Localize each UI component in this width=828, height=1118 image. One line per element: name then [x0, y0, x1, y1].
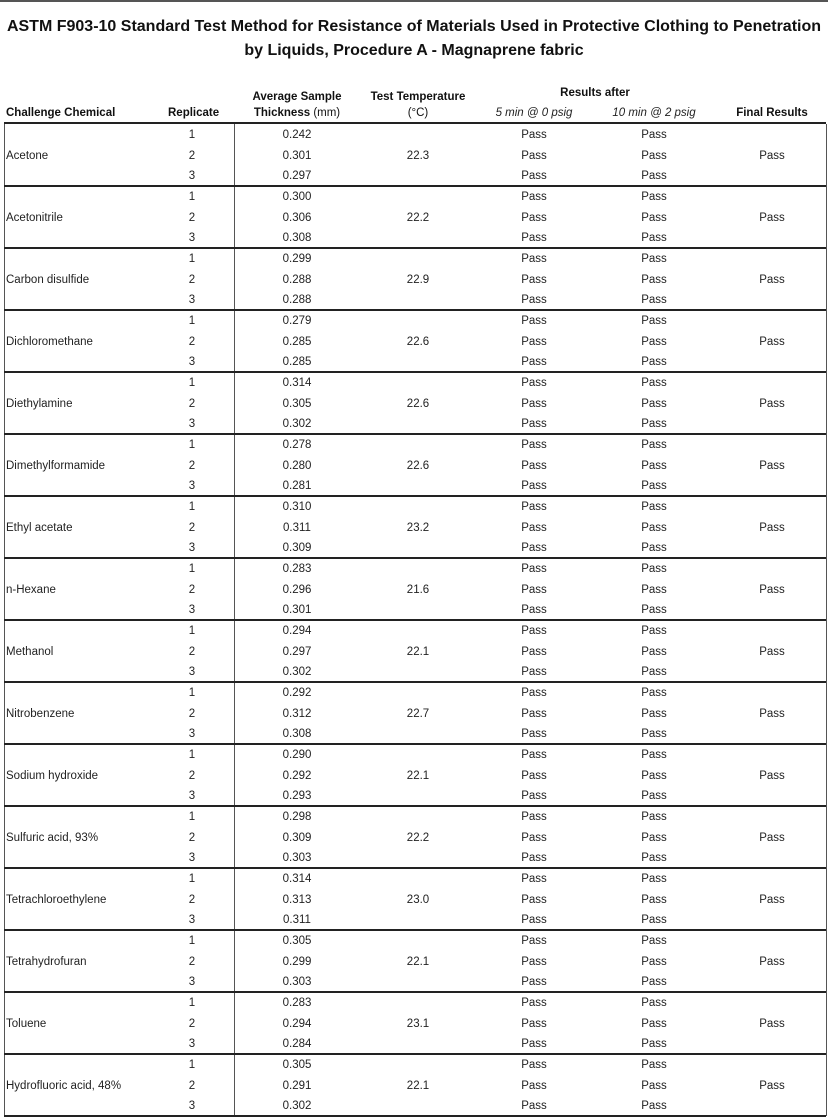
chemical-name: n-Hexane: [6, 583, 56, 596]
chemical-name: Hydrofluoric acid, 48%: [6, 1079, 122, 1092]
replicate-number: 1: [188, 563, 196, 576]
result-10min: Pass: [641, 831, 667, 844]
result-10min: Pass: [641, 356, 667, 369]
sample-thickness: 0.313: [282, 893, 312, 906]
sample-thickness: 0.288: [282, 294, 312, 307]
result-10min: Pass: [641, 191, 667, 204]
result-5min: Pass: [521, 769, 547, 782]
sample-thickness: 0.302: [282, 666, 312, 679]
final-result: Pass: [759, 893, 785, 906]
sample-thickness: 0.308: [282, 728, 312, 741]
result-5min: Pass: [521, 893, 547, 906]
result-5min: Pass: [521, 666, 547, 679]
replicate-number: 1: [188, 129, 196, 142]
sample-thickness: 0.298: [282, 811, 312, 824]
final-result: Pass: [759, 521, 785, 534]
header-temperature-line1: Test Temperature: [370, 91, 466, 103]
sample-thickness: 0.284: [282, 1038, 312, 1051]
replicate-number: 1: [188, 315, 196, 328]
result-5min: Pass: [521, 645, 547, 658]
result-10min: Pass: [641, 459, 667, 472]
result-5min: Pass: [521, 728, 547, 741]
sample-thickness: 0.310: [282, 501, 312, 514]
sample-thickness: 0.309: [282, 831, 312, 844]
chemical-name: Nitrobenzene: [6, 707, 75, 720]
replicate-number: 2: [188, 769, 196, 782]
sample-thickness: 0.311: [283, 914, 311, 927]
result-5min: Pass: [521, 480, 547, 493]
test-temperature: 22.1: [406, 769, 430, 782]
result-10min: Pass: [641, 232, 667, 245]
result-5min: Pass: [521, 459, 547, 472]
final-result: Pass: [759, 769, 785, 782]
result-5min: Pass: [521, 335, 547, 348]
test-temperature: 23.2: [406, 521, 430, 534]
replicate-number: 3: [188, 852, 196, 865]
replicate-number: 2: [188, 273, 196, 286]
replicate-number: 3: [188, 232, 196, 245]
chemical-name: Tetrachloroethylene: [6, 893, 107, 906]
replicate-number: 1: [188, 997, 196, 1010]
replicate-number: 2: [188, 893, 196, 906]
result-10min: Pass: [641, 542, 667, 555]
result-10min: Pass: [641, 873, 667, 886]
header-thickness-unit: (mm): [313, 107, 341, 119]
result-10min: Pass: [641, 1017, 667, 1030]
result-5min: Pass: [521, 232, 547, 245]
row-group-rule: [4, 867, 826, 869]
sample-thickness: 0.297: [282, 170, 312, 183]
sample-thickness: 0.279: [282, 315, 312, 328]
header-temperature-unit: (°C): [407, 107, 429, 119]
row-group-rule: [4, 433, 826, 435]
right-border: [826, 124, 827, 1116]
sample-thickness: 0.311: [283, 521, 311, 534]
chemical-name: Diethylamine: [6, 397, 73, 410]
replicate-number: 1: [188, 935, 196, 948]
header-thickness-line2: [245, 107, 349, 119]
result-5min: Pass: [521, 1100, 547, 1113]
replicate-number: 2: [188, 459, 196, 472]
result-5min: Pass: [521, 583, 547, 596]
sample-thickness: 0.285: [282, 335, 312, 348]
replicate-number: 2: [188, 645, 196, 658]
replicate-number: 2: [188, 831, 196, 844]
replicate-number: 3: [188, 1100, 196, 1113]
replicate-number: 1: [188, 625, 196, 638]
sample-thickness: 0.299: [282, 253, 312, 266]
test-temperature: 22.2: [406, 831, 430, 844]
sample-thickness: 0.314: [282, 873, 312, 886]
result-10min: Pass: [641, 170, 667, 183]
result-10min: Pass: [641, 149, 667, 162]
replicate-number: 1: [188, 377, 196, 390]
result-5min: Pass: [521, 521, 547, 534]
replicate-number: 2: [188, 707, 196, 720]
result-10min: Pass: [641, 418, 667, 431]
result-5min: Pass: [521, 955, 547, 968]
sample-thickness: 0.291: [282, 1079, 312, 1092]
sample-thickness: 0.288: [282, 273, 312, 286]
result-5min: Pass: [521, 811, 547, 824]
result-5min: Pass: [521, 149, 547, 162]
row-group-rule: [4, 681, 826, 683]
result-5min: Pass: [521, 976, 547, 989]
sample-thickness: 0.242: [282, 129, 312, 142]
replicate-number: 1: [188, 501, 196, 514]
result-10min: Pass: [641, 335, 667, 348]
replicate-number: 2: [188, 583, 196, 596]
sample-thickness: 0.283: [282, 563, 312, 576]
sample-thickness: 0.303: [282, 976, 312, 989]
row-group-rule: [4, 929, 826, 931]
result-10min: Pass: [641, 377, 667, 390]
replicate-number: 3: [188, 170, 196, 183]
sample-thickness: 0.292: [282, 769, 312, 782]
result-5min: Pass: [521, 997, 547, 1010]
result-5min: Pass: [521, 790, 547, 803]
title-line-1: ASTM F903-10 Standard Test Method for Resistance of Materials Used in Protective Clothing to Penetration: [6, 18, 822, 35]
final-result: Pass: [759, 955, 785, 968]
result-5min: Pass: [521, 129, 547, 142]
replicate-number: 1: [188, 749, 196, 762]
result-10min: Pass: [641, 1038, 667, 1051]
sample-thickness: 0.293: [282, 790, 312, 803]
sample-thickness: 0.312: [282, 707, 312, 720]
replicate-number: 2: [188, 211, 196, 224]
header-result-5min: 5 min @ 0 psig: [495, 107, 573, 119]
final-result: Pass: [759, 1079, 785, 1092]
test-temperature: 22.9: [406, 273, 430, 286]
result-10min: Pass: [641, 1100, 667, 1113]
sample-thickness: 0.301: [282, 149, 312, 162]
replicate-number: 3: [188, 666, 196, 679]
test-temperature: 22.1: [406, 645, 430, 658]
result-5min: Pass: [521, 625, 547, 638]
result-10min: Pass: [641, 501, 667, 514]
header-results-after: Results after: [560, 87, 630, 99]
result-10min: Pass: [641, 563, 667, 576]
sample-thickness: 0.303: [282, 852, 312, 865]
sample-thickness: 0.278: [282, 439, 312, 452]
final-result: Pass: [759, 397, 785, 410]
result-5min: Pass: [521, 294, 547, 307]
result-10min: Pass: [641, 211, 667, 224]
test-temperature: 22.1: [406, 955, 430, 968]
chemical-name: Tetrahydrofuran: [6, 955, 87, 968]
row-group-rule: [4, 247, 826, 249]
final-result: Pass: [759, 211, 785, 224]
test-temperature: 23.0: [406, 893, 430, 906]
sample-thickness: 0.299: [282, 955, 312, 968]
replicate-number: 3: [188, 542, 196, 555]
test-temperature: 22.1: [406, 1079, 430, 1092]
sample-thickness: 0.300: [282, 191, 312, 204]
result-5min: Pass: [521, 935, 547, 948]
chemical-name: Methanol: [6, 645, 54, 658]
header-thickness-label: Thickness: [253, 107, 311, 119]
title-line-2: by Liquids, Procedure A - Magnaprene fabric: [244, 42, 584, 59]
result-10min: Pass: [641, 811, 667, 824]
result-5min: Pass: [521, 211, 547, 224]
sample-thickness: 0.292: [282, 687, 312, 700]
result-10min: Pass: [641, 645, 667, 658]
result-10min: Pass: [641, 397, 667, 410]
result-10min: Pass: [641, 935, 667, 948]
replicate-number: 3: [188, 604, 196, 617]
top-rule: [0, 0, 828, 2]
sample-thickness: 0.305: [282, 397, 312, 410]
result-5min: Pass: [521, 397, 547, 410]
chemical-name: Sodium hydroxide: [6, 769, 99, 782]
result-10min: Pass: [641, 955, 667, 968]
chemical-name: Toluene: [6, 1017, 47, 1030]
final-result: Pass: [759, 583, 785, 596]
replicate-number: 1: [188, 811, 196, 824]
sample-thickness: 0.296: [282, 583, 312, 596]
result-10min: Pass: [641, 852, 667, 865]
sample-thickness: 0.283: [282, 997, 312, 1010]
replicate-number: 1: [188, 439, 196, 452]
result-10min: Pass: [641, 769, 667, 782]
result-5min: Pass: [521, 1059, 547, 1072]
test-temperature: 22.3: [406, 149, 430, 162]
result-5min: Pass: [521, 873, 547, 886]
result-5min: Pass: [521, 1017, 547, 1030]
chemical-name: Carbon disulfide: [6, 273, 90, 286]
chemical-name: Ethyl acetate: [6, 521, 73, 534]
result-5min: Pass: [521, 439, 547, 452]
chemical-name: Acetonitrile: [6, 211, 63, 224]
result-5min: Pass: [521, 501, 547, 514]
replicate-number: 1: [188, 687, 196, 700]
result-10min: Pass: [641, 1059, 667, 1072]
result-5min: Pass: [521, 356, 547, 369]
test-temperature: 22.6: [406, 397, 430, 410]
result-10min: Pass: [641, 521, 667, 534]
replicate-number: 2: [188, 149, 196, 162]
result-5min: Pass: [521, 273, 547, 286]
sample-thickness: 0.302: [282, 418, 312, 431]
result-5min: Pass: [521, 563, 547, 576]
sample-thickness: 0.305: [282, 1059, 312, 1072]
test-temperature: 21.6: [406, 583, 430, 596]
replicate-number: 3: [188, 790, 196, 803]
final-result: Pass: [759, 459, 785, 472]
sample-thickness: 0.314: [282, 377, 312, 390]
row-group-rule: [4, 743, 826, 745]
result-10min: Pass: [641, 728, 667, 741]
result-5min: Pass: [521, 1038, 547, 1051]
test-temperature: 22.2: [406, 211, 430, 224]
row-group-rule: [4, 1115, 826, 1117]
row-group-rule: [4, 991, 826, 993]
replicate-number: 1: [188, 873, 196, 886]
replicate-number: 3: [188, 1038, 196, 1051]
header-result-10min: 10 min @ 2 psig: [612, 107, 696, 119]
result-5min: Pass: [521, 687, 547, 700]
result-10min: Pass: [641, 480, 667, 493]
sample-thickness: 0.297: [282, 645, 312, 658]
replicate-number: 2: [188, 335, 196, 348]
replicate-number: 1: [188, 253, 196, 266]
result-5min: Pass: [521, 604, 547, 617]
chemical-name: Acetone: [6, 149, 49, 162]
test-temperature: 22.6: [406, 335, 430, 348]
row-group-rule: [4, 619, 826, 621]
header-final-results: Final Results: [736, 107, 808, 119]
sample-thickness: 0.305: [282, 935, 312, 948]
final-result: Pass: [759, 831, 785, 844]
final-result: Pass: [759, 1017, 785, 1030]
final-result: Pass: [759, 335, 785, 348]
result-10min: Pass: [641, 439, 667, 452]
result-5min: Pass: [521, 253, 547, 266]
row-group-rule: [4, 309, 826, 311]
row-group-rule: [4, 185, 826, 187]
replicate-number: 1: [188, 191, 196, 204]
chemical-name: Dimethylformamide: [6, 459, 106, 472]
result-10min: Pass: [641, 315, 667, 328]
test-temperature: 23.1: [406, 1017, 430, 1030]
header-rule: [4, 122, 826, 124]
final-result: Pass: [759, 645, 785, 658]
replicate-number: 3: [188, 728, 196, 741]
final-result: Pass: [759, 149, 785, 162]
row-group-rule: [4, 557, 826, 559]
result-10min: Pass: [641, 707, 667, 720]
test-temperature: 22.6: [406, 459, 430, 472]
result-5min: Pass: [521, 852, 547, 865]
result-5min: Pass: [521, 191, 547, 204]
result-10min: Pass: [641, 976, 667, 989]
result-5min: Pass: [521, 1079, 547, 1092]
chemical-name: Dichloromethane: [6, 335, 93, 348]
replicate-number: 1: [188, 1059, 196, 1072]
result-5min: Pass: [521, 542, 547, 555]
sample-thickness: 0.280: [282, 459, 312, 472]
result-10min: Pass: [641, 914, 667, 927]
document-title: [0, 15, 828, 63]
result-10min: Pass: [641, 625, 667, 638]
result-10min: Pass: [641, 294, 667, 307]
row-group-rule: [4, 805, 826, 807]
result-10min: Pass: [641, 893, 667, 906]
sample-thickness: 0.308: [282, 232, 312, 245]
result-10min: Pass: [641, 253, 667, 266]
result-10min: Pass: [641, 749, 667, 762]
chemical-name: Sulfuric acid, 93%: [6, 831, 99, 844]
replicate-number: 2: [188, 955, 196, 968]
result-10min: Pass: [641, 666, 667, 679]
sample-thickness: 0.309: [282, 542, 312, 555]
replicate-number: 3: [188, 914, 196, 927]
replicate-number: 3: [188, 356, 196, 369]
result-10min: Pass: [641, 997, 667, 1010]
result-5min: Pass: [521, 418, 547, 431]
result-10min: Pass: [641, 687, 667, 700]
sample-thickness: 0.290: [282, 749, 312, 762]
result-5min: Pass: [521, 315, 547, 328]
sample-thickness: 0.294: [282, 625, 312, 638]
sample-thickness: 0.302: [282, 1100, 312, 1113]
sample-thickness: 0.301: [282, 604, 312, 617]
result-5min: Pass: [521, 707, 547, 720]
replicate-number: 3: [188, 976, 196, 989]
header-thickness-line1: Average Sample: [252, 91, 342, 103]
final-result: Pass: [759, 707, 785, 720]
result-10min: Pass: [641, 604, 667, 617]
result-10min: Pass: [641, 790, 667, 803]
result-5min: Pass: [521, 831, 547, 844]
row-group-rule: [4, 495, 826, 497]
result-10min: Pass: [641, 583, 667, 596]
replicate-number: 2: [188, 521, 196, 534]
replicate-number: 2: [188, 397, 196, 410]
test-temperature: 22.7: [406, 707, 430, 720]
replicate-number: 2: [188, 1079, 196, 1092]
row-group-rule: [4, 1053, 826, 1055]
header-chemical: Challenge Chemical: [6, 107, 116, 119]
replicate-number: 3: [188, 294, 196, 307]
result-5min: Pass: [521, 749, 547, 762]
row-group-rule: [4, 371, 826, 373]
sample-thickness: 0.285: [282, 356, 312, 369]
result-5min: Pass: [521, 914, 547, 927]
sample-thickness: 0.294: [282, 1017, 312, 1030]
replicate-number: 2: [188, 1017, 196, 1030]
replicate-number: 3: [188, 418, 196, 431]
result-5min: Pass: [521, 377, 547, 390]
sample-thickness: 0.281: [282, 480, 312, 493]
header-replicate: Replicate: [168, 107, 220, 119]
sample-thickness: 0.306: [282, 211, 312, 224]
final-result: Pass: [759, 273, 785, 286]
result-10min: Pass: [641, 129, 667, 142]
result-10min: Pass: [641, 1079, 667, 1092]
replicate-number: 3: [188, 480, 196, 493]
result-10min: Pass: [641, 273, 667, 286]
result-5min: Pass: [521, 170, 547, 183]
